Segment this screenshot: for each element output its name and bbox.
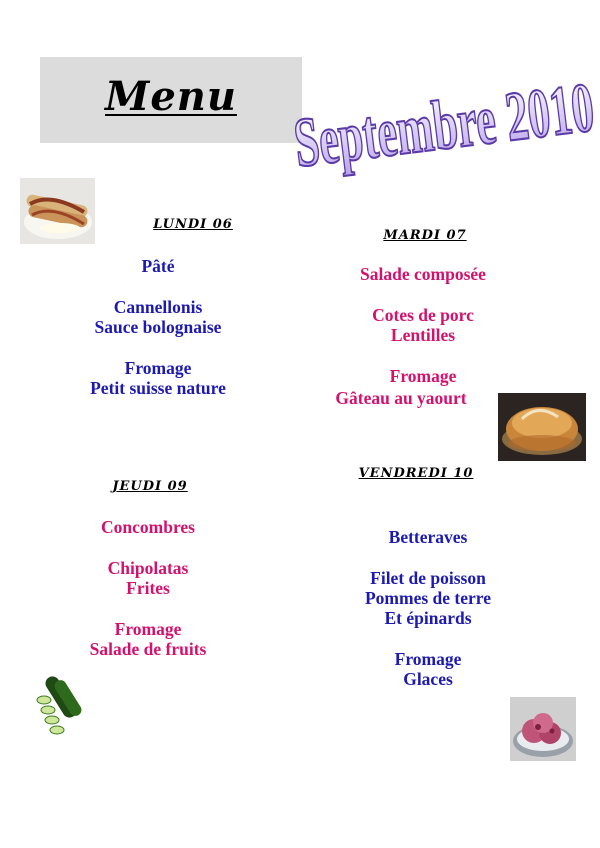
menu-lundi [18,256,298,398]
dish-side: Sauce bolognaise [94,317,222,337]
title-box [40,57,302,143]
day-label-vendredi: VENDREDI 10 [358,466,474,481]
page-title: Menu [105,73,237,120]
ice-cream-photo-icon [510,697,576,761]
dish-dessert: Salade de fruits [89,639,207,659]
dish-starter: Concombres [101,517,195,537]
dish-dessert: Glaces [403,669,453,689]
menu-vendredi [288,527,568,689]
menu-mardi [283,264,563,386]
dish-side-2: Et épinards [384,608,472,628]
month-title-text: Septembre 2010 [289,68,599,183]
dish-starter: Salade composée [360,264,486,284]
dish-cheese: Fromage [389,366,457,386]
cannelloni-photo-icon [20,178,95,244]
month-title [289,68,599,188]
dish-starter: Pâté [141,256,175,276]
day-label-jeudi: JEUDI 09 [112,479,188,494]
dish-side: Pommes de terre [364,588,491,608]
dish-main: Cotes de porc [372,305,474,325]
dish-main: Cannellonis [113,297,203,317]
day-label-mardi: MARDI 07 [383,228,467,243]
dish-side: Lentilles [390,325,456,345]
dish-dessert: Petit suisse nature [90,378,226,398]
dish-dessert-mardi: Gâteau au yaourt [335,388,467,408]
dish-cheese: Fromage [114,619,182,639]
dish-main: Filet de poisson [370,568,486,588]
dish-main: Chipolatas [107,558,189,578]
cake-photo-icon [498,393,586,461]
cucumber-icon [32,672,92,740]
dish-side: Frites [126,578,170,598]
dish-cheese: Fromage [394,649,462,669]
day-label-lundi: LUNDI 06 [153,217,233,232]
dish-starter: Betteraves [388,527,468,547]
dish-cheese: Fromage [124,358,192,378]
menu-jeudi [8,517,288,659]
